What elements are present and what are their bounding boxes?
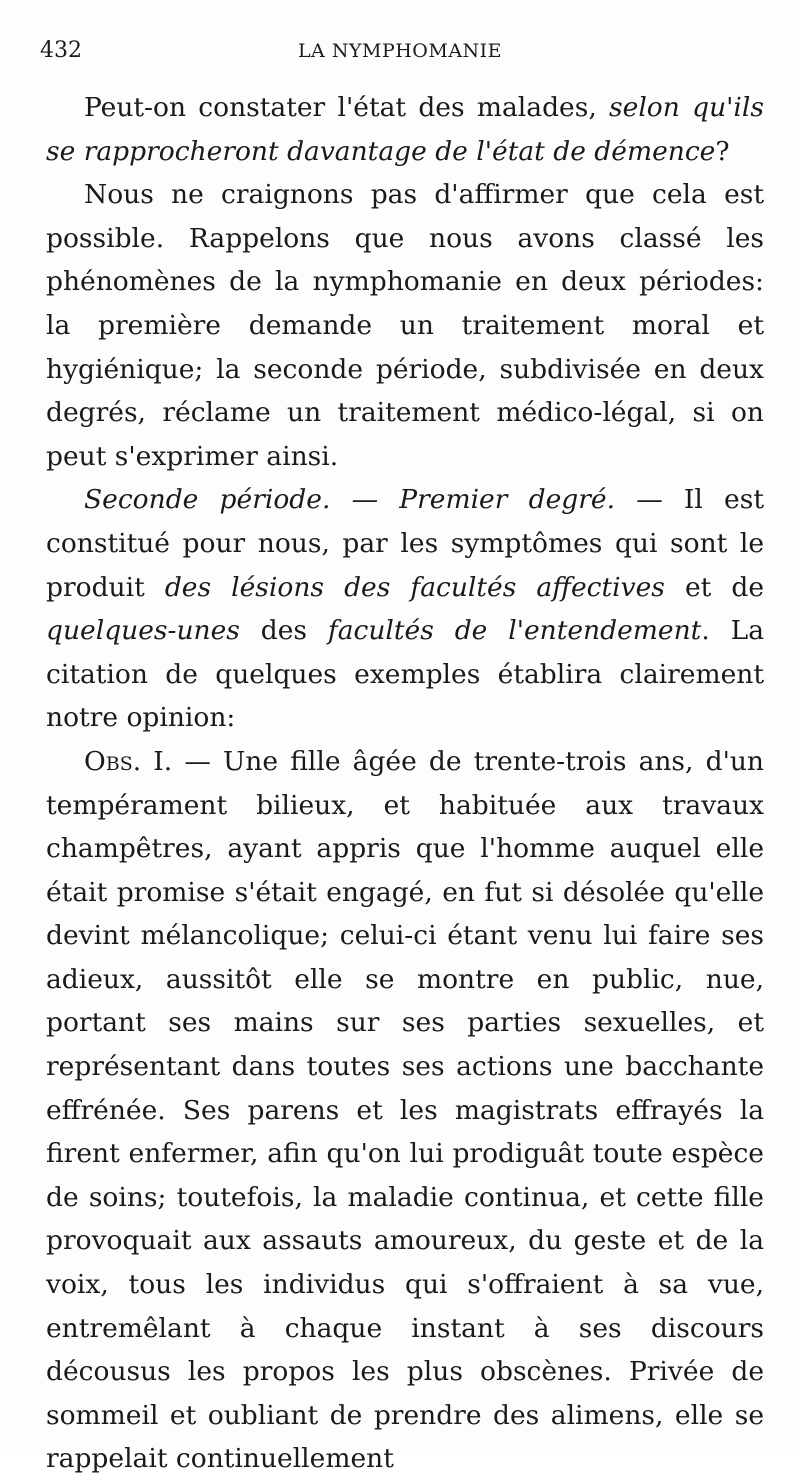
page-number: 432	[40, 38, 82, 63]
paragraph-observation	[46, 740, 764, 1481]
section-heading: Seconde période. — Premier degré.	[84, 484, 615, 516]
question-mark: ?	[715, 135, 730, 167]
text-run: et de	[664, 571, 765, 603]
text-run: — Il est constitué pour nous, par les symptômes qui sont le produit	[46, 484, 764, 603]
text-run: . La citation de quelques exemples établira clairement notre opinion:	[46, 615, 765, 734]
text-run: des	[239, 615, 328, 647]
running-head: LA NYMPHOMANIE	[297, 40, 503, 62]
page-header	[40, 38, 760, 78]
paragraph-answer: Nous ne craignons pas d'affirmer que cela est possible. Rappelons que nous avons classé les phénomènes de la nymphomanie en deux périodes: la première demande un traitement moral et hygiénique; la seconde période, subdivisée en deux degrés, réclame un traitement médico-légal, si on peut s'exprimer ainsi.	[46, 179, 764, 472]
body-text	[46, 86, 764, 1481]
paragraph-second-period	[46, 478, 764, 740]
italic-run: facultés de l'entendement	[327, 615, 702, 647]
italic-run: des lésions des facultés affectives	[164, 571, 665, 603]
observation-label: Obs. I.	[84, 745, 173, 777]
question-italic: selon qu'ils se rapprocheront davantage de l'état de démence	[46, 92, 764, 167]
observation-text: — Une fille âgée de trente-trois ans, d'un tempérament bilieux, et habituée aux travaux champêtres, ayant appris que l'homme auquel elle était promise s'était engagé, en fut si désolée qu'elle devint mélancolique; celui-ci étant venu lui faire ses adieux, aussitôt elle se montre en public, nue, portant ses mains sur ses parties sexuelles, et représentant dans toutes ses actions une bacchante effrénée. Ses parens et les magistrats effrayés la firent enfermer, afin qu'on lui prodiguât toute espèce de soins; toutefois, la maladie continua, et cette fille provoquait aux assauts amoureux, du geste et de la voix, tous les individus qui s'offraient à sa vue, entremêlant à chaque instant à ses discours décousus les propos les plus obscènes. Privée de sommeil et oubliant de prendre des alimens, elle se rappelait continuellement	[46, 745, 764, 1475]
paragraph-question	[46, 86, 764, 173]
question-text: Peut-on constater l'état des malades,	[84, 92, 597, 123]
italic-run: quelques-unes	[46, 615, 240, 647]
